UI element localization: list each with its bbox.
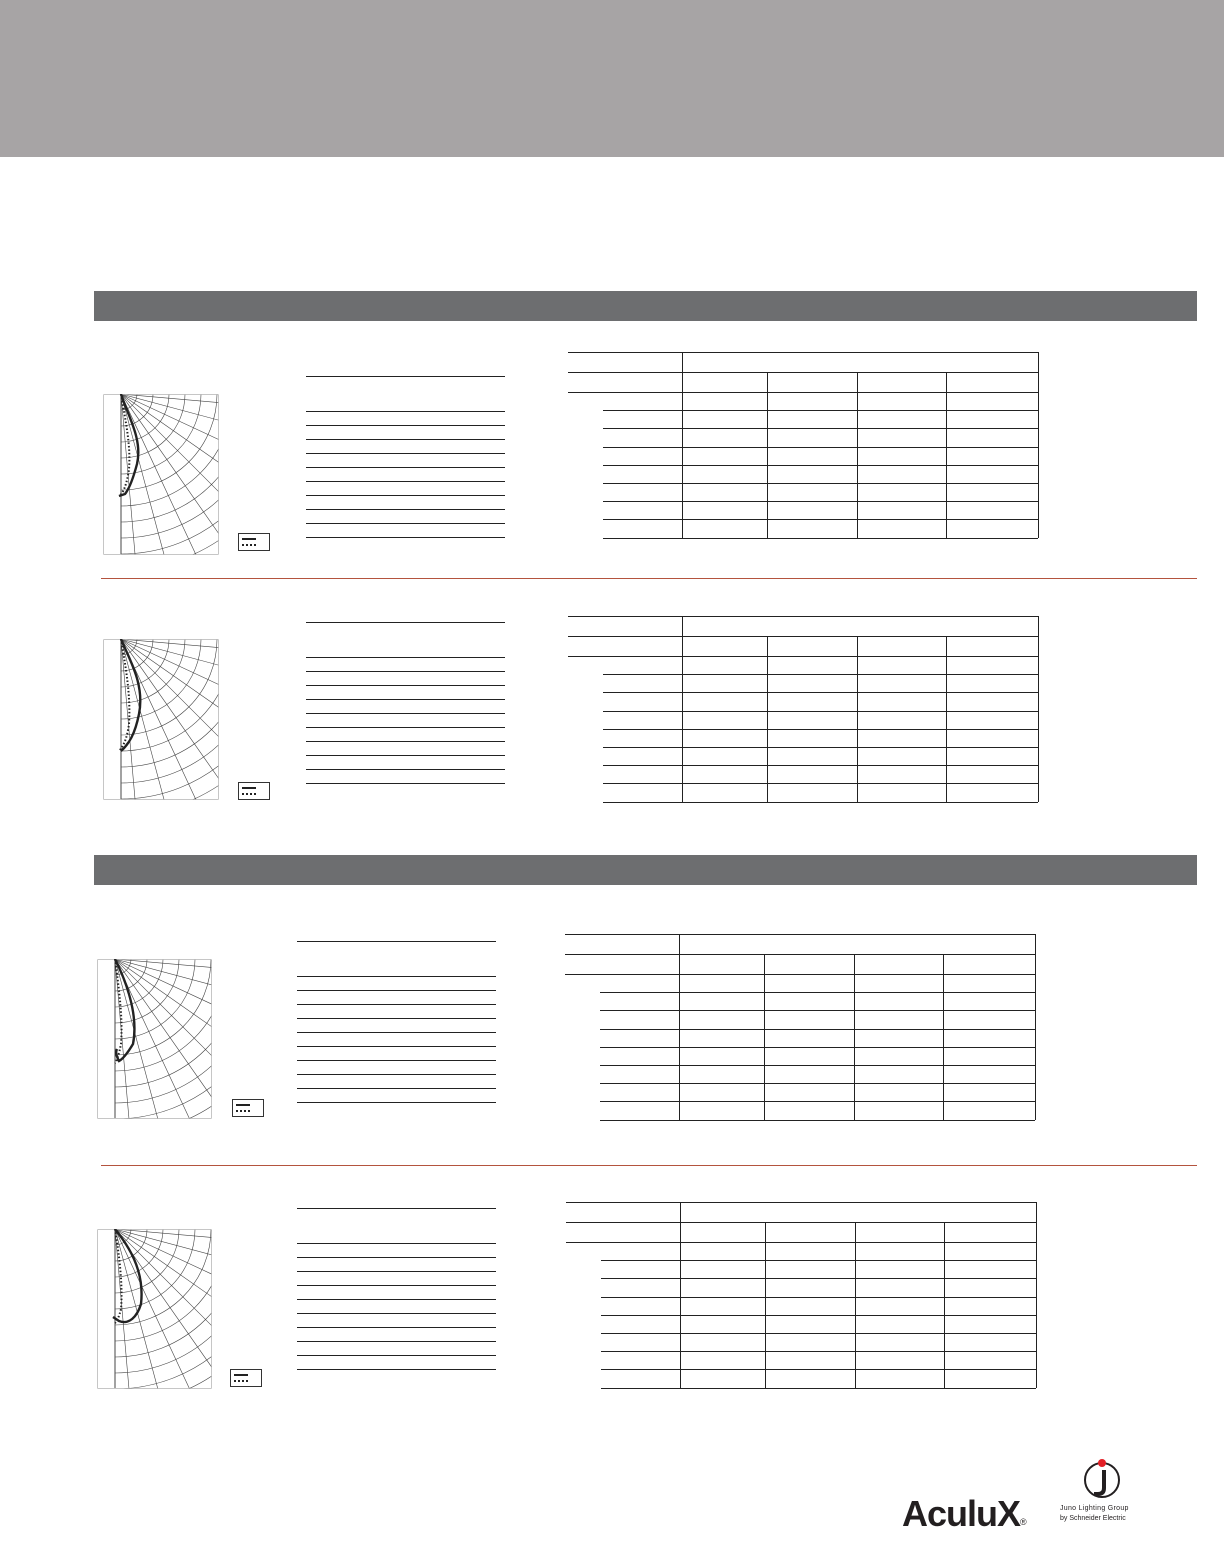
list-row-rule	[306, 699, 505, 700]
juno-logo-line2: by Schneider Electric	[1060, 1515, 1126, 1522]
list-row-rule	[306, 741, 505, 742]
table-row-rule	[600, 1083, 1035, 1084]
aculux-logo-text: AculuX	[902, 1493, 1021, 1534]
list-row-rule	[297, 1327, 496, 1328]
table-subhead-rule	[566, 1222, 1036, 1223]
table-row-rule	[603, 747, 1038, 748]
table-row-rule	[601, 1333, 1036, 1334]
table-row-rule	[600, 1047, 1035, 1048]
legend-solid-line	[242, 538, 256, 540]
list-row-rule	[297, 976, 496, 977]
table-col-divider	[765, 1222, 766, 1388]
table-row-rule	[600, 1065, 1035, 1066]
list-row-rule	[297, 1032, 496, 1033]
table-head-rule	[568, 656, 1038, 657]
list-row-rule	[306, 685, 505, 686]
list-row-rule	[297, 1285, 496, 1286]
table-right-edge	[1036, 1202, 1037, 1388]
list-row-rule	[306, 657, 505, 658]
list-row-rule	[297, 1257, 496, 1258]
table-row-rule	[603, 711, 1038, 712]
list-row-rule	[306, 671, 505, 672]
list-row-rule	[306, 439, 505, 440]
list-row-rule	[306, 783, 505, 784]
list-row-rule	[306, 509, 505, 510]
table-col-divider	[767, 636, 768, 802]
table-row-rule	[601, 1260, 1036, 1261]
table-col-divider	[767, 372, 768, 538]
table-row-rule	[603, 538, 1038, 539]
table-col-divider	[854, 954, 855, 1120]
table-row-rule	[603, 674, 1038, 675]
list-row-rule	[297, 1355, 496, 1356]
table-col-divider	[764, 954, 765, 1120]
list-row-rule	[297, 990, 496, 991]
list-header-rule	[297, 1208, 496, 1209]
table-top-rule	[566, 1202, 1036, 1203]
table-row-rule	[603, 729, 1038, 730]
table-row-rule	[603, 465, 1038, 466]
table-top-rule	[568, 352, 1038, 353]
table-row-rule	[601, 1388, 1036, 1389]
list-row-rule	[297, 1299, 496, 1300]
table-head-rule	[566, 1242, 1036, 1243]
table-row-rule	[603, 410, 1038, 411]
list-row-rule	[297, 1046, 496, 1047]
table-subhead-rule	[565, 954, 1035, 955]
table-row-rule	[603, 692, 1038, 693]
table-subhead-rule	[568, 372, 1038, 373]
polar-candela-plot	[97, 959, 213, 1120]
table-col-divider	[679, 934, 680, 1120]
table-col-divider	[855, 1222, 856, 1388]
table-row-rule	[603, 519, 1038, 520]
polar-candela-plot	[103, 639, 220, 801]
legend-solid-line	[242, 787, 256, 789]
table-row-rule	[601, 1315, 1036, 1316]
list-row-rule	[306, 425, 505, 426]
table-right-edge	[1038, 616, 1039, 802]
table-top-rule	[565, 934, 1035, 935]
aculux-trademark: ®	[1020, 1517, 1026, 1527]
list-row-rule	[297, 1074, 496, 1075]
table-col-divider	[944, 1222, 945, 1388]
polar-candela-plot	[103, 394, 220, 556]
juno-logo	[1060, 1458, 1140, 1538]
table-col-divider	[682, 616, 683, 802]
table-top-rule	[568, 616, 1038, 617]
table-row-rule	[601, 1278, 1036, 1279]
table-col-divider	[946, 636, 947, 802]
table-col-divider	[857, 372, 858, 538]
list-row-rule	[306, 453, 505, 454]
list-row-rule	[306, 523, 505, 524]
list-row-rule	[297, 1313, 496, 1314]
table-col-divider	[943, 954, 944, 1120]
table-row-rule	[600, 1029, 1035, 1030]
table-row-rule	[600, 1010, 1035, 1011]
list-header-rule	[306, 622, 505, 623]
list-row-rule	[306, 727, 505, 728]
list-row-rule	[306, 537, 505, 538]
section-divider-2	[101, 1165, 1197, 1166]
juno-j-icon	[1082, 1458, 1122, 1502]
header-band	[0, 0, 1224, 157]
table-row-rule	[603, 447, 1038, 448]
table-row-rule	[601, 1351, 1036, 1352]
table-row-rule	[600, 992, 1035, 993]
list-row-rule	[297, 1102, 496, 1103]
list-row-rule	[297, 1341, 496, 1342]
table-right-edge	[1035, 934, 1036, 1120]
list-row-rule	[297, 1271, 496, 1272]
curve-legend	[238, 533, 270, 551]
curve-legend	[230, 1369, 262, 1387]
table-row-rule	[603, 765, 1038, 766]
list-row-rule	[306, 769, 505, 770]
list-row-rule	[306, 481, 505, 482]
legend-dotted-line	[236, 1110, 250, 1112]
aculux-logo	[902, 1494, 1026, 1534]
table-head-rule	[568, 392, 1038, 393]
table-row-rule	[603, 783, 1038, 784]
curve-legend	[238, 782, 270, 800]
table-head-rule	[565, 974, 1035, 975]
table-row-rule	[603, 802, 1038, 803]
table-row-rule	[601, 1297, 1036, 1298]
table-col-divider	[946, 372, 947, 538]
table-col-divider	[680, 1202, 681, 1388]
list-row-rule	[306, 713, 505, 714]
list-row-rule	[297, 1088, 496, 1089]
polar-candela-plot	[97, 1229, 213, 1390]
section-bar-1	[94, 291, 1197, 321]
list-header-rule	[306, 376, 505, 377]
legend-dotted-line	[234, 1380, 248, 1382]
list-row-rule	[297, 1243, 496, 1244]
list-row-rule	[306, 467, 505, 468]
juno-logo-line1: Juno Lighting Group	[1060, 1505, 1129, 1512]
legend-solid-line	[236, 1104, 250, 1106]
section-divider-1	[101, 578, 1197, 579]
legend-dotted-line	[242, 544, 256, 546]
table-subhead-rule	[568, 636, 1038, 637]
table-row-rule	[600, 1101, 1035, 1102]
section-bar-2	[94, 855, 1197, 885]
table-row-rule	[600, 1120, 1035, 1121]
table-row-rule	[601, 1369, 1036, 1370]
list-row-rule	[297, 1369, 496, 1370]
table-row-rule	[603, 483, 1038, 484]
list-row-rule	[297, 1018, 496, 1019]
curve-legend	[232, 1099, 264, 1117]
table-row-rule	[603, 501, 1038, 502]
list-header-rule	[297, 941, 496, 942]
table-row-rule	[603, 428, 1038, 429]
table-col-divider	[857, 636, 858, 802]
list-row-rule	[297, 1004, 496, 1005]
legend-solid-line	[234, 1374, 248, 1376]
list-row-rule	[306, 755, 505, 756]
legend-dotted-line	[242, 793, 256, 795]
list-row-rule	[306, 495, 505, 496]
table-right-edge	[1038, 352, 1039, 538]
table-col-divider	[682, 352, 683, 538]
list-row-rule	[306, 411, 505, 412]
list-row-rule	[297, 1060, 496, 1061]
